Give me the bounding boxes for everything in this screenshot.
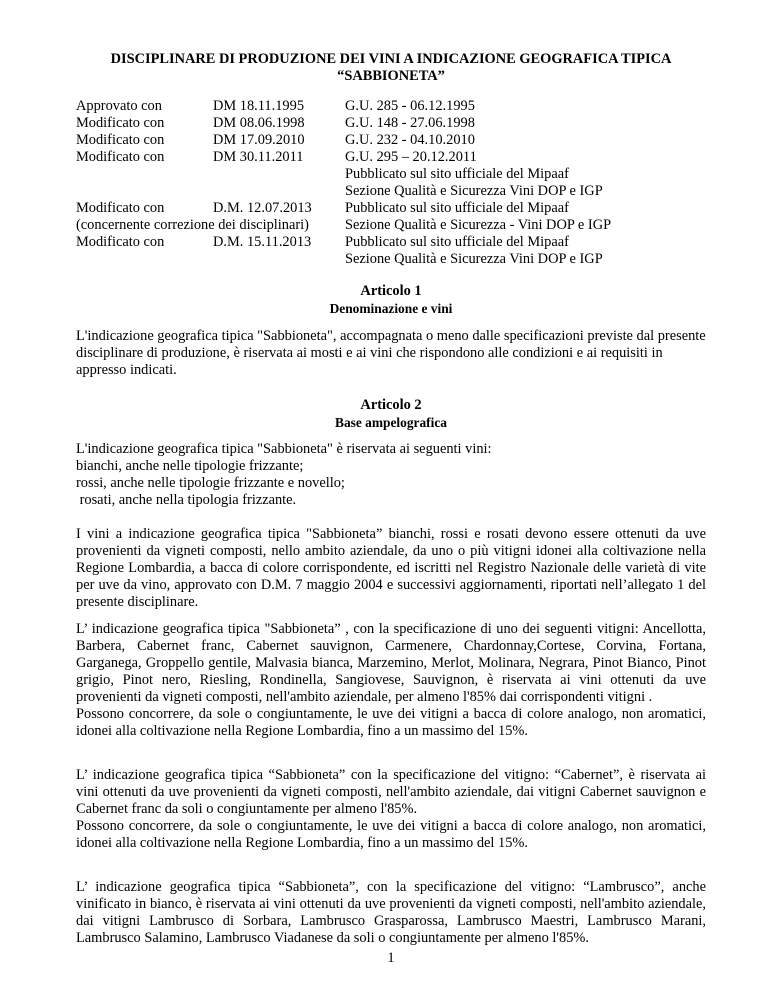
article-1-title: Articolo 1	[360, 283, 422, 299]
approval-history	[76, 98, 706, 268]
approval-gu: G.U. 285 - 06.12.1995	[345, 98, 475, 114]
paragraph-concorrere-1: Possono concorrere, da sole o congiuntamente, le uve dei vitigni a bacca di colore analogo, non aromatici, idonei alla coltivazione nella Regione Lombardia, fino a un massimo del 15%.	[76, 706, 706, 739]
title-line-1: DISCIPLINARE DI PRODUZIONE DEI VINI A INDICAZIONE GEOGRAFICA TIPICA	[110, 51, 672, 67]
approval-dm: DM 18.11.1995	[213, 98, 305, 114]
article-2-title: Articolo 2	[360, 397, 422, 413]
approval-row	[76, 98, 706, 115]
approval-row	[76, 166, 706, 183]
approval-row	[76, 200, 706, 217]
approval-gu: Pubblicato sul sito ufficiale del Mipaaf	[345, 234, 569, 250]
approval-gu: G.U. 148 - 27.06.1998	[345, 115, 475, 131]
article-2-wine-types	[76, 441, 706, 509]
approval-row	[76, 115, 706, 132]
approval-gu: Pubblicato sul sito ufficiale del Mipaaf	[345, 166, 569, 182]
list-item: rosati, anche nella tipologia frizzante.	[76, 492, 297, 508]
approval-gu: Pubblicato sul sito ufficiale del Mipaaf	[345, 200, 569, 216]
approval-gu: G.U. 295 – 20.12.2011	[345, 149, 477, 165]
approval-gu: Sezione Qualità e Sicurezza - Vini DOP e IGP	[345, 217, 612, 233]
paragraph-cabernet: L’ indicazione geografica tipica “Sabbioneta” con la specificazione del vitigno: “Cabernet”, è riservata ai vini ottenuti da uve provenienti da vigneti composti, nell'ambito aziendale, dai vitigni Cabernet sauvignon e Cabernet franc da soli o congiuntamente per almeno l'85%.	[76, 767, 706, 817]
approval-gu: G.U. 232 - 04.10.2010	[345, 132, 475, 148]
title-line-2: “SABBIONETA”	[337, 68, 445, 84]
approval-row	[76, 217, 706, 234]
approval-label: (concernente correzione dei disciplinari)	[76, 217, 309, 233]
page-number: 1	[387, 950, 395, 966]
approval-row	[76, 132, 706, 149]
approval-row	[76, 251, 706, 268]
approval-dm: DM 17.09.2010	[213, 132, 305, 148]
list-item: L'indicazione geografica tipica "Sabbioneta" è riservata ai seguenti vini:	[76, 441, 492, 457]
approval-row	[76, 234, 706, 251]
paragraph-vitigni: L’ indicazione geografica tipica "Sabbioneta” , con la specificazione di uno dei seguenti vitigni: Ancellotta, Barbera, Cabernet franc, Cabernet sauvignon, Carmenere, Chardonnay,Cortese, Corvina, Fortana, Garganega, Groppello gentile, Malvasia bianca, Marzemino, Merlot, Molinara, Negrara, Pinot Bianco, Pinot grigio, Pinot nero, Riesling, Rondinella, Sangiovese, Sauvignon, è riservata ai vini ottenuti da uve provenienti da vigneti composti, nell'ambito aziendale, per almeno l'85% dai corrispondenti vitigni .	[76, 621, 706, 705]
approval-dm: D.M. 15.11.2013	[213, 234, 312, 250]
article-2-heading	[76, 397, 706, 431]
approval-label: Modificato con	[76, 200, 165, 216]
approval-dm: DM 08.06.1998	[213, 115, 305, 131]
list-item: rossi, anche nelle tipologie frizzante e novello;	[76, 475, 345, 491]
approval-label: Approvato con	[76, 98, 162, 114]
document-title	[76, 51, 706, 85]
paragraph-lambrusco: L’ indicazione geografica tipica “Sabbioneta”, con la specificazione del vitigno: “Lambrusco”, anche vinificato in bianco, è riservata ai vini ottenuti da uve provenienti da vigneti composti, nell'ambito aziendale, dai vitigni Lambrusco di Sorbara, Lambrusco Grasparossa, Lambrusco Maestri, Lambrusco Marani, Lambrusco Salamino, Lambrusco Viadanese da soli o congiuntamente per almeno l'85%.	[76, 879, 706, 946]
approval-label: Modificato con	[76, 149, 165, 165]
approval-label: Modificato con	[76, 115, 165, 131]
approval-gu: Sezione Qualità e Sicurezza Vini DOP e IGP	[345, 183, 603, 199]
approval-row	[76, 183, 706, 200]
article-1-heading	[76, 283, 706, 317]
approval-row	[76, 149, 706, 166]
approval-dm: D.M. 12.07.2013	[213, 200, 312, 216]
article-2-subtitle: Base ampelografica	[335, 415, 447, 430]
approval-dm: DM 30.11.2011	[213, 149, 304, 165]
article-1-text: L'indicazione geografica tipica "Sabbioneta", accompagnata o meno dalle specificazioni previste dal presente disciplinare di produzione, è riservata ai mosti e ai vini che rispondono alle condizioni e ai requisiti in appresso indicati.	[76, 328, 706, 378]
approval-label: Modificato con	[76, 132, 165, 148]
article-1-subtitle: Denominazione e vini	[329, 301, 453, 316]
paragraph-concorrere-2: Possono concorrere, da sole o congiuntamente, le uve dei vitigni a bacca di colore analogo, non aromatici, idonei alla coltivazione nella Regione Lombardia, fino a un massimo del 15%.	[76, 818, 706, 851]
paragraph-uve: I vini a indicazione geografica tipica "Sabbioneta” bianchi, rossi e rosati devono essere ottenuti da uve provenienti da vigneti composti, nello ambito aziendale, da uno o più vitigni idonei alla coltivazione nella Regione Lombardia, a bacca di colore corrispondente, ed iscritti nel Registro Nazionale delle varietà di vite per uve da vino, approvato con D.M. 7 maggio 2004 e successivi aggiornamenti, riportati nell’allegato 1 del presente disciplinare.	[76, 526, 706, 610]
approval-gu: Sezione Qualità e Sicurezza Vini DOP e IGP	[345, 251, 603, 267]
approval-label: Modificato con	[76, 234, 165, 250]
list-item: bianchi, anche nelle tipologie frizzante;	[76, 458, 304, 474]
